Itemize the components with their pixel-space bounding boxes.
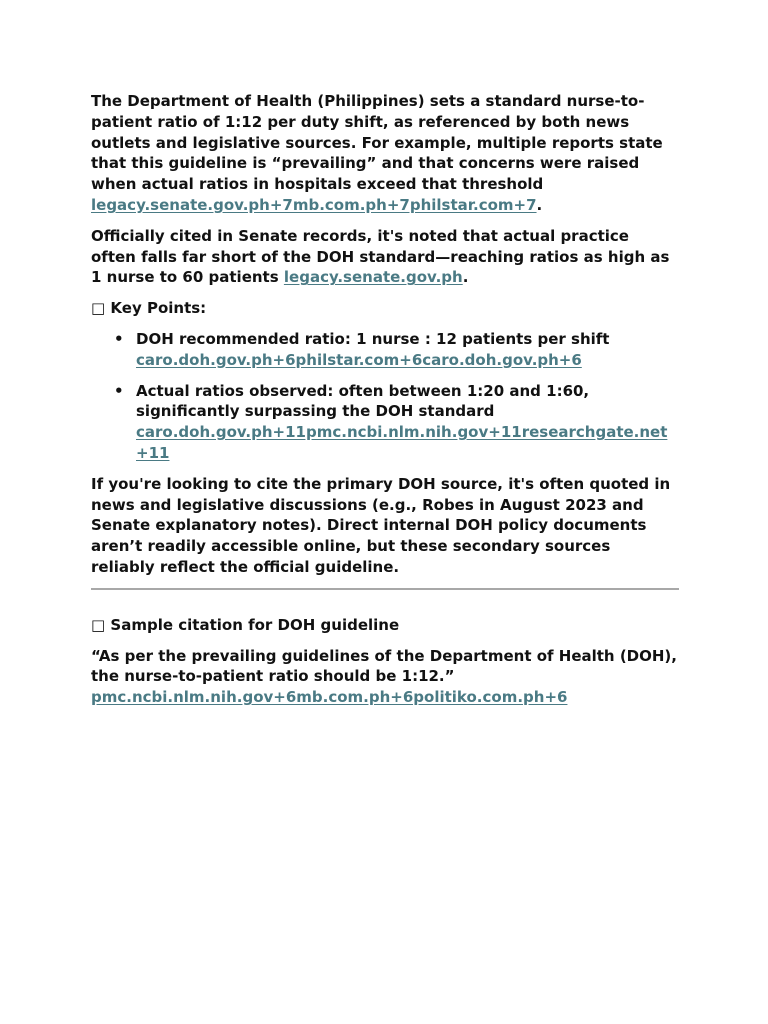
citation-icon: □: [91, 615, 106, 634]
senate-source-link[interactable]: legacy.senate.gov.ph: [283, 268, 463, 287]
senate-text: Officially cited in Senate records, it's noted that actual practice often falls far short of the DOH standard—reaching ratios as high as 1 nurse to 60 patients: [91, 226, 670, 287]
list-item-source-link[interactable]: caro.doh.gov.ph+6philstar.com+6caro.doh.gov.ph+6: [136, 350, 582, 369]
senate-period: .: [462, 268, 469, 287]
key-points-heading: [91, 298, 679, 319]
key-points-icon: □: [91, 299, 106, 318]
key-points-title: Key Points:: [110, 299, 207, 318]
list-item: [114, 329, 679, 371]
citation-quote: “As per the prevailing guidelines of the Department of Health (DOH), the nurse-to-patient ratio should be 1:12.”: [91, 646, 677, 686]
list-item-source-link[interactable]: caro.doh.gov.ph+11pmc.ncbi.nlm.nih.gov+11researchgate.net+11: [136, 423, 668, 462]
key-points-list: [91, 329, 679, 464]
citation-paragraph: [91, 646, 679, 708]
citation-source-link[interactable]: pmc.ncbi.nlm.nih.gov+6mb.com.ph+6politiko.com.ph+6: [91, 688, 568, 707]
bullet-icon: •: [114, 329, 124, 348]
section-divider: [91, 588, 679, 590]
sourcing-paragraph: [91, 474, 679, 578]
citation-heading: [91, 615, 679, 636]
sourcing-text: If you're looking to cite the primary DOH source, it's often quoted in news and legislative discussions (e.g., Robes in August 2023 and Senate explanatory notes). Direct internal DOH policy documents aren’t readily accessible online, but these secondary sources reliably reflect the official guideline.: [91, 474, 671, 576]
intro-source-link[interactable]: legacy.senate.gov.ph+7mb.com.ph+7philstar.com+7: [91, 195, 537, 214]
intro-period: .: [536, 195, 543, 214]
list-item: [114, 381, 679, 464]
list-item-text: DOH recommended ratio: 1 nurse : 12 patients per shift: [136, 329, 610, 348]
senate-paragraph: [91, 226, 679, 288]
intro-text: The Department of Health (Philippines) sets a standard nurse-to-patient ratio of 1:12 per duty shift, as referenced by both news outlets and legislative sources. For example, multiple reports state that this guideline is “prevailing” and that concerns were raised when actual ratios in hospitals exceed that threshold: [91, 92, 663, 194]
bullet-icon: •: [114, 381, 124, 400]
list-item-text: Actual ratios observed: often between 1:20 and 1:60, significantly surpassing the DOH standard: [136, 381, 590, 421]
intro-paragraph: [91, 91, 679, 216]
document-body: [91, 91, 679, 718]
citation-title: Sample citation for DOH guideline: [110, 615, 400, 634]
